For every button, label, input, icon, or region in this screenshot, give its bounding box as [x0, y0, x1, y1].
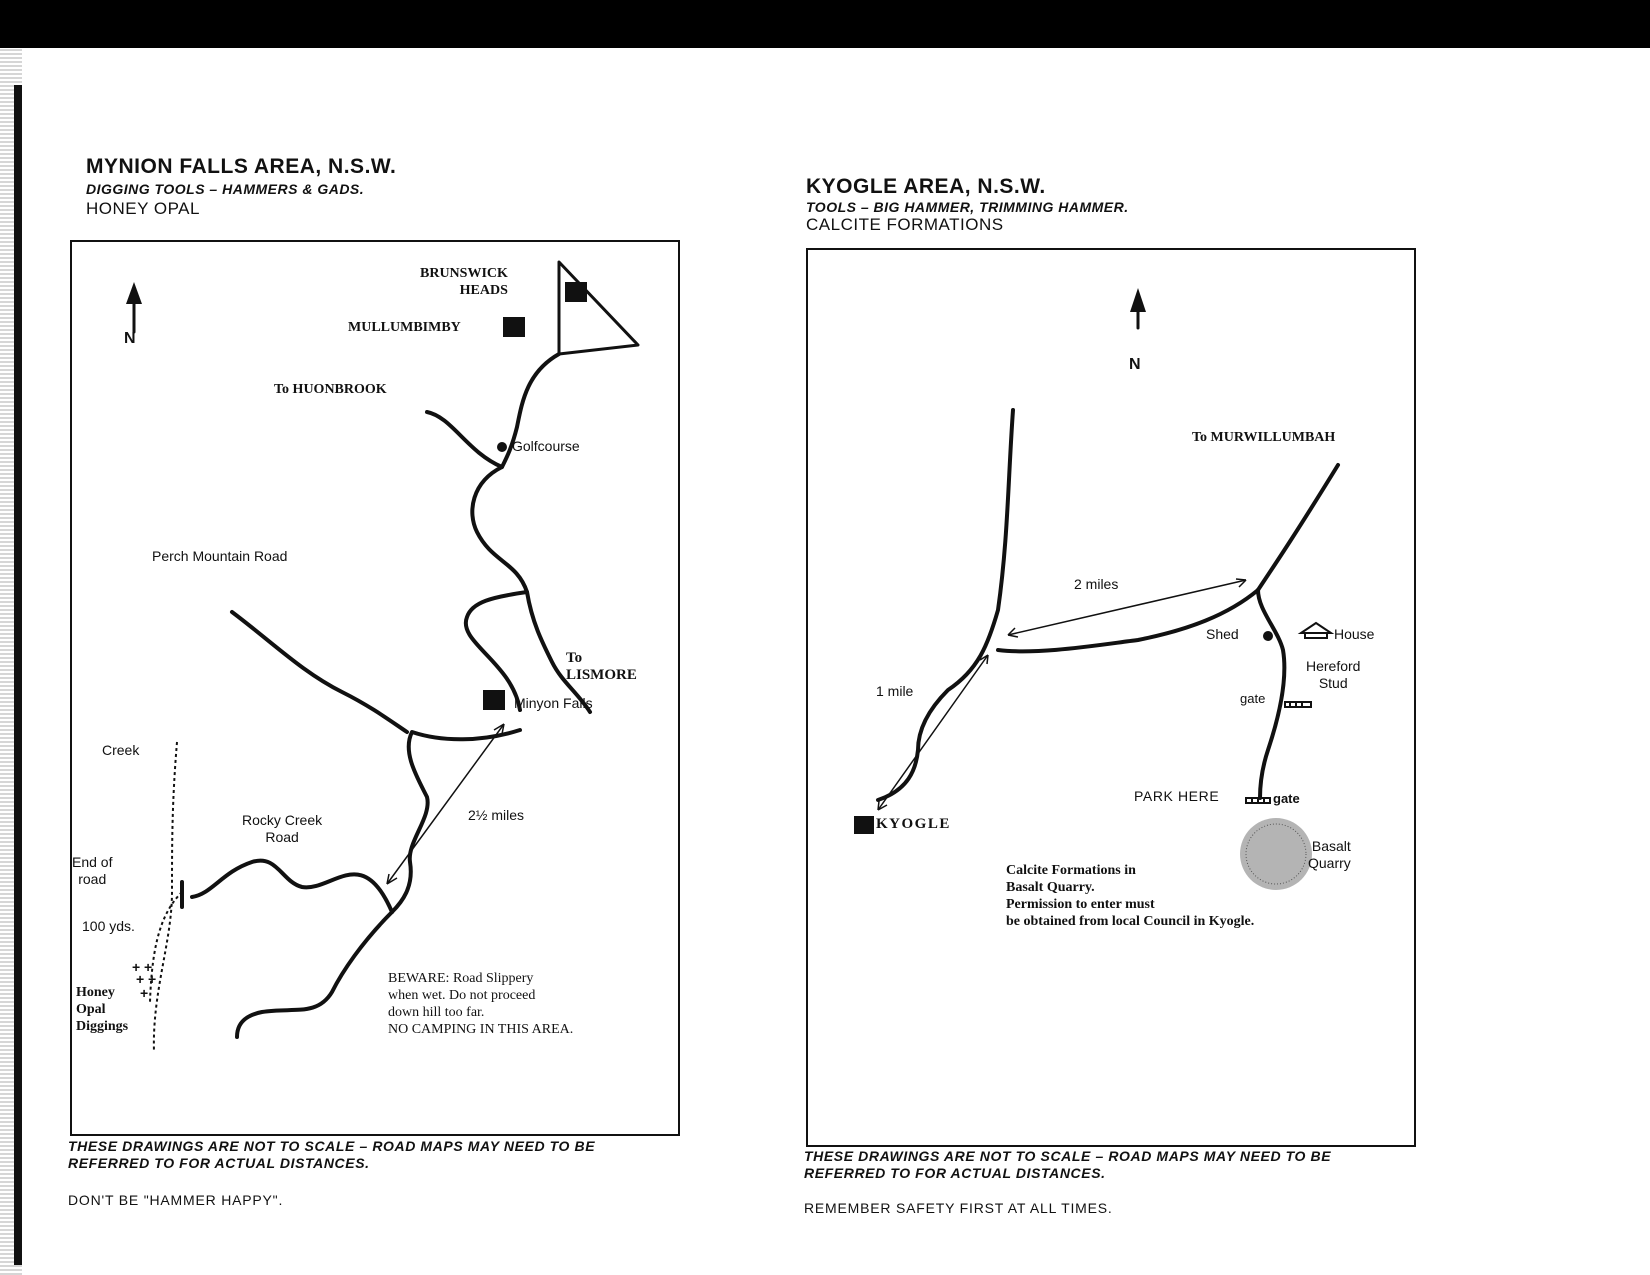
honey-opal-diggings-label: Honey Opal Diggings [76, 985, 129, 1034]
mullumbimby-label: MULLUMBIMBY [348, 320, 461, 335]
north-label: N [124, 330, 136, 347]
brunswick-heads-label: BRUNSWICK HEADS [420, 266, 508, 298]
disclaimer: THESE DRAWINGS ARE NOT TO SCALE – ROAD MAPS MAY NEED TO BE REFERRED TO FOR ACTUAL DISTANCES. [68, 1138, 596, 1171]
creek-label: Creek [102, 742, 140, 758]
svg-text:+: + [144, 959, 153, 975]
end-of-road-label: End of road [72, 854, 113, 887]
minyon-falls-label: Minyon Falls [514, 695, 593, 711]
basalt-quarry-label: Basalt Quarry [1308, 838, 1351, 871]
footer-note: REMEMBER SAFETY FIRST AT ALL TIMES. [804, 1200, 1113, 1216]
kyogle-label: KYOGLE [876, 816, 951, 832]
svg-text:+: + [132, 959, 141, 975]
distance-label: 2½ miles [468, 807, 525, 823]
svg-text:+: + [140, 985, 149, 1001]
golfcourse-label: Golfcourse [512, 438, 580, 454]
rocky-creek-road-label: Rocky Creek Road [242, 812, 323, 845]
house-label: House [1334, 626, 1375, 642]
gate-label: gate [1240, 691, 1266, 706]
mynion-map [70, 240, 680, 1136]
kyogle-map [806, 248, 1416, 1147]
shed-label: Shed [1206, 626, 1239, 642]
scan-top-border [0, 0, 1650, 48]
huonbrook-label: To HUONBROOK [274, 382, 387, 397]
park-here-label: PARK HERE [1134, 788, 1220, 804]
beware-note: BEWARE: Road Slippery when wet. Do not proceed down hill too far. NO CAMPING IN THIS AREA. [388, 971, 574, 1037]
lismore-label: To LISMORE [566, 650, 637, 683]
gate-label: gate [1273, 791, 1300, 806]
mineral-line: HONEY OPAL [86, 199, 200, 218]
page-title: KYOGLE AREA, N.S.W. [806, 175, 1046, 198]
svg-text:+: + [136, 971, 145, 987]
footer-note: DON'T BE "HAMMER HAPPY". [68, 1192, 284, 1208]
murwillumbah-label: To MURWILLUMBAH [1192, 430, 1336, 445]
binding-edge [14, 85, 22, 1265]
one-mile-label: 1 mile [876, 683, 914, 699]
page-title: MYNION FALLS AREA, N.S.W. [86, 155, 397, 178]
mineral-line: CALCITE FORMATIONS [806, 215, 1004, 234]
disclaimer: THESE DRAWINGS ARE NOT TO SCALE – ROAD MAPS MAY NEED TO BE REFERRED TO FOR ACTUAL DISTANCES. [804, 1148, 1332, 1181]
perch-mountain-road-label: Perch Mountain Road [152, 548, 288, 564]
svg-text:+: + [148, 971, 157, 987]
north-label: N [1129, 356, 1141, 373]
tools-line: TOOLS – BIG HAMMER, TRIMMING HAMMER. [806, 199, 1129, 215]
tools-line: DIGGING TOOLS – HAMMERS & GADS. [86, 181, 365, 197]
two-miles-label: 2 miles [1074, 576, 1119, 592]
hereford-stud-label: Hereford Stud [1306, 658, 1361, 691]
calcite-note: Calcite Formations in Basalt Quarry. Permission to enter must be obtained from local Council in Kyogle. [1006, 863, 1255, 929]
yards-label: 100 yds. [82, 918, 135, 934]
